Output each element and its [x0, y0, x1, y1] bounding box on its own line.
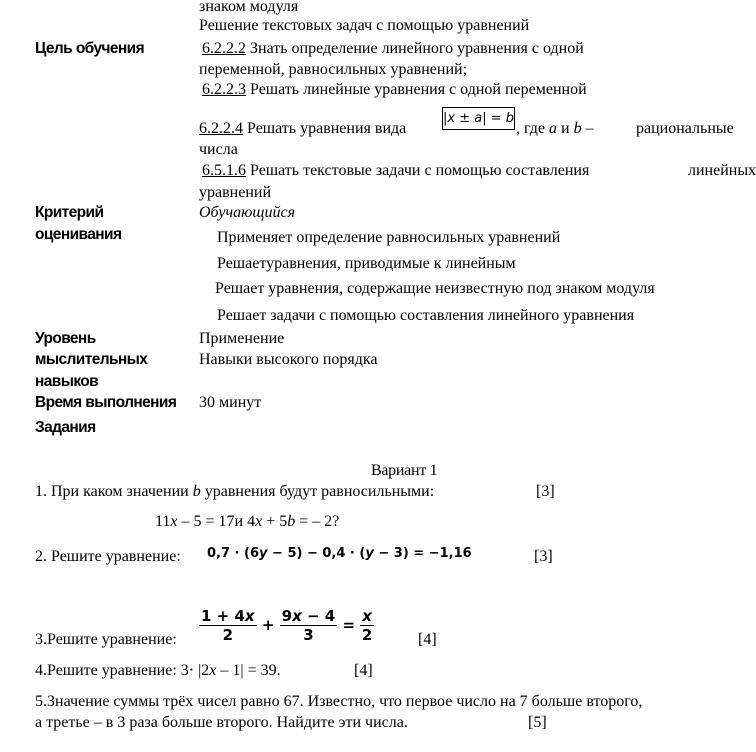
numerator: − 4 — [301, 607, 336, 625]
criterion-item — [199, 279, 655, 299]
denominator: 2 — [222, 626, 233, 644]
dash-text: – — [585, 120, 594, 137]
var-b: b — [573, 120, 582, 137]
variant-title: Вариант 1 — [371, 462, 438, 479]
thinking-value-hots: Навыки высокого порядка — [199, 351, 378, 368]
equals-sign: = — [342, 616, 356, 634]
var-x: x — [170, 513, 178, 530]
var-y: y — [259, 546, 268, 561]
objective-6-2-2-4-cont: числа — [199, 141, 238, 158]
criteria-label-line2: оценивания — [35, 226, 122, 243]
plus-sign: + — [261, 616, 275, 634]
where-text: , где — [516, 120, 546, 137]
objective-6-2-2-2 — [199, 39, 584, 58]
thinking-label-line3: навыков — [35, 373, 99, 390]
tasks-label: Задания — [35, 419, 96, 436]
task-3-question: 3.Решите уравнение: — [35, 631, 177, 648]
criterion-text: Применяет определение равносильных уравнений — [217, 229, 561, 246]
task-2-points: [3] — [534, 548, 553, 565]
objective-text: Решать линейные уравнения с одной переменной — [246, 81, 587, 98]
objective-where-clause — [516, 119, 594, 138]
objective-code: 6.5.1.6 — [202, 162, 246, 179]
fraction-1 — [199, 607, 257, 644]
task-4-question — [35, 661, 281, 680]
numerator: 1 + 4 — [201, 607, 245, 625]
task-3-points: [4] — [418, 631, 437, 648]
denominator: 3 — [303, 626, 314, 644]
time-label: Время выполнения — [35, 394, 177, 411]
goal-label: Цель обучения — [35, 40, 145, 57]
task-text: 1. При каком значении — [35, 483, 193, 500]
fraction-3 — [360, 607, 374, 644]
numerator: x — [362, 607, 372, 625]
task-2-question: 2. Решите уравнение: — [35, 548, 181, 565]
task-1-equations — [155, 512, 339, 531]
prev-row-text-problems: Решение текстовых задач с помощью уравнений — [199, 17, 530, 34]
eq-part: − 3) = −1,16 — [373, 546, 472, 561]
criterion-item — [199, 306, 634, 326]
var-b: b — [192, 483, 201, 500]
task-text: уравнения будут равносильными: — [200, 483, 435, 500]
task-4-points: [4] — [354, 662, 373, 679]
thinking-label-line1: Уровень — [35, 330, 96, 347]
modulus-equation-formula: |x ± a| = b — [442, 107, 515, 130]
var-x: x — [255, 513, 263, 530]
objective-text: Решать текстовые задачи с помощью составления — [246, 162, 590, 179]
objective-code: 6.2.2.2 — [202, 40, 246, 57]
objective-text: Знать определение линейного уравнения с одной — [246, 40, 584, 57]
criteria-label-line1: Критерий — [35, 204, 104, 221]
objective-6-5-1-6 — [199, 161, 589, 180]
linear-word: линейных — [688, 162, 756, 179]
var-x: x — [209, 662, 217, 679]
thinking-value-application: Применение — [199, 330, 285, 347]
rational-word: рациональные — [636, 120, 734, 137]
objective-text: Решать уравнения вида — [243, 120, 407, 137]
var-b: b — [287, 513, 296, 530]
criterion-item — [199, 254, 516, 274]
task-text: – 1| = 39. — [216, 662, 281, 679]
objective-6-5-1-6-cont: уравнений — [199, 184, 272, 201]
objective-6-2-2-3 — [199, 80, 587, 99]
time-value: 30 минут — [199, 394, 262, 411]
task-3-equation — [199, 607, 374, 644]
criterion-text: Решаетуравнения, приводимые к линейным — [217, 255, 516, 272]
eq-part: 0,7 · (6 — [207, 546, 260, 561]
fraction-2 — [280, 607, 338, 644]
task-text: 4.Решите уравнение: 3· |2 — [35, 662, 210, 679]
var-x: x — [292, 607, 302, 625]
eq-part: 11 — [155, 513, 171, 530]
numerator: 9 — [281, 607, 293, 625]
task-1-question — [35, 482, 434, 501]
objective-6-2-2-2-cont: переменной, равносильных уравнений; — [199, 61, 468, 78]
var-x: x — [244, 607, 255, 625]
var-a: a — [549, 120, 558, 137]
and-text: и — [561, 120, 570, 137]
eq-part: + 5 — [262, 513, 288, 530]
task-5-points: [5] — [528, 714, 547, 731]
criterion-text: Решает уравнения, содержащие неизвестную под знаком модуля — [215, 280, 655, 297]
task-1-points: [3] — [536, 483, 555, 500]
thinking-label-line2: мыслительных — [35, 351, 148, 368]
task-5-line2: а третье – в 3 раза больше второго. Найдите эти числа. — [35, 714, 408, 731]
eq-part: − 5) − 0,4 · ( — [267, 546, 366, 561]
eq-part: = – 2? — [295, 513, 340, 530]
task-5-line1: 5.Значение суммы трёх чисел равно 67. Известно, что первое число на 7 больше второго, — [35, 693, 643, 710]
objective-code: 6.2.2.3 — [202, 81, 246, 98]
criterion-text: Решает задачи с помощью составления линейного уравнения — [217, 307, 635, 324]
denominator: 2 — [361, 626, 373, 644]
task-2-equation — [207, 544, 472, 563]
objective-code: 6.2.2.4 — [199, 120, 243, 137]
criterion-item — [199, 228, 560, 248]
eq-part: – 5 = 17и 4 — [177, 513, 256, 530]
var-y: y — [365, 546, 374, 561]
objective-6-2-2-4 — [199, 119, 406, 138]
learner-heading: Обучающийся — [199, 204, 296, 221]
prev-row-continuation: знаком модуля — [199, 0, 299, 15]
